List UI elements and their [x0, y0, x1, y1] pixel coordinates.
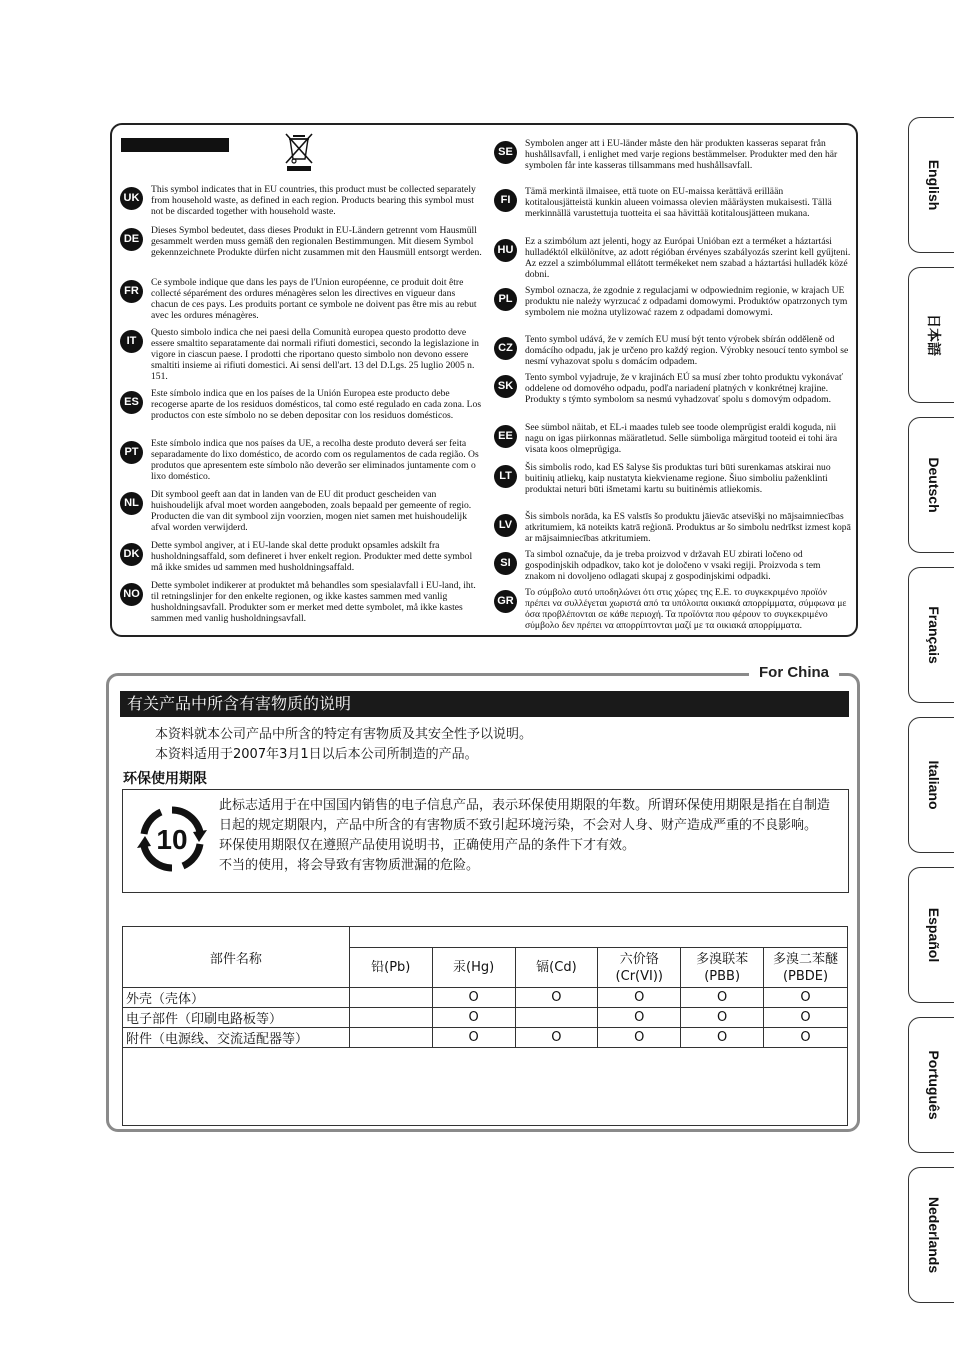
hazardous-substances-table — [122, 926, 848, 1126]
substance-status-cell — [349, 1008, 432, 1028]
language-code-badge: FI — [494, 189, 517, 212]
substance-column-header: 六价铬 (Cr(VI)) — [598, 948, 681, 988]
empty-note-cell — [123, 1048, 848, 1126]
weee-entry-text: Dette symbolet indikerer at produktet må behandles som spesialavfall i EU-land, iht. til retningslinjer for den enkelte regionen, og ikke kastes sammen med vanlig husholdningsavfall. Produkter som er merket med dette symbolet, må ikke kastes sammen med vanlig husholdningsavfall. — [151, 580, 476, 624]
tab-label: Italiano — [925, 760, 942, 810]
weee-entry-text: Tento symbol vyjadruje, že v krajinách EÚ sa musí zber tohto produktu vykonávať oddelene od domového odpadu, podľa nariadení platných v konkrétnej krajine. Produkty s týmto symbolom sa nesmú vyhadzovať spolu s domovým odpadom. — [525, 372, 844, 405]
language-code-badge: SE — [494, 141, 517, 164]
substance-column-header: 多溴二苯醚 (PBDE) — [764, 948, 848, 988]
language-code-badge: PT — [120, 441, 143, 464]
weee-entry-text: Questo simbolo indica che nei paesi della Comunità europea questo prodotto deve essere smaltito separatamente dai normali rifiuti domestici, secondo la legislazione in vigore in ciascun paese. I prodotti che riportano questo simbolo non devono essere smaltiti insieme ai rifiuti domestici. Ai sensi dell'art. 13 del D.Lgs. 25 luglio 2005 n. 151. — [151, 327, 479, 382]
tab-label: Español — [925, 907, 942, 963]
substance-column-header: 铅(Pb) — [349, 948, 432, 988]
weee-entry-text: See sümbol näitab, et EL-i maades tuleb see toode olemprügist eraldi koguda, nii nagu on igas piirkonnas määratletud. Selle sümboliga märgitud tooteid ei tohi ära visata koos olmeprügiga. — [525, 422, 838, 455]
weee-entry-text: Tento symbol udává, že v zemích EU musí být tento výrobek sbírán odděleně od domácího odpadu, jak je určeno pro každý region. Výrobky nesoucí tento symbol se nesmí vyhazovat spolu s domácím odpadem. — [525, 334, 849, 367]
epp-years-number: 10 — [156, 824, 188, 855]
substance-status-cell: O — [598, 988, 681, 1008]
redacted-bar — [121, 138, 229, 152]
weee-entry-text: Šis simbolis rodo, kad ES šalyse šis produktas turi būti surenkamas atskirai nuo buitinių atliekų, kaip nustatyta kiekviename regione. Šiuo simboliu paženklinti produktai neturi būti išmetami kartu su buitinėmis atliekomis. — [525, 462, 831, 495]
language-code-badge: CZ — [494, 337, 517, 360]
weee-entry-text: Ez a szimbólum azt jelenti, hogy az Európai Unióban ezt a terméket a háztartási hulladéktól elkülönítve, az adott régióban érvényes szabályozás szerint kell gyűjteni. Az ezzel a szimbólummal ellátott termékeket nem szabad a háztartási hulladék közé dobni. — [525, 236, 851, 280]
tab-label: 日本語 — [925, 314, 942, 356]
weee-entry-text: Dette symbol angiver, at i EU-lande skal dette produkt opsamles adskilt fra husholdningsaffald, som defineret i hver enkelt region. Produkter med dette symbol må ikke smides ud sammen med husholdningsaffald. — [151, 540, 473, 573]
tab-deutsch[interactable] — [908, 417, 954, 553]
language-code-badge: UK — [120, 187, 143, 210]
epp-box — [122, 789, 849, 893]
epp-paragraph: 环保使用期限仅在遵照产品使用说明书，正确使用产品的条件下才有效。 — [219, 838, 636, 853]
tab-english[interactable] — [908, 117, 954, 253]
for-china-label: For China — [749, 664, 839, 681]
language-code-badge: DE — [120, 228, 143, 251]
language-code-badge: DK — [120, 543, 143, 566]
tab-italiano[interactable] — [908, 717, 954, 853]
substance-column-header: 多溴联苯 (PBB) — [681, 948, 764, 988]
language-code-badge: ES — [120, 391, 143, 414]
substance-status-cell: O — [764, 1008, 848, 1028]
weee-entry-text: Symbolen anger att i EU-länder måste den här produkten kasseras separat från hushållsavfall, i enlighet med varje regions bestämmelser. Produkter med den här symbolen får inte kasseras tillsammans med hushållsavfall. — [525, 138, 838, 171]
weee-entry-text: Dit symbool geeft aan dat in landen van de EU dit product gescheiden van huishoudelijk afval moet worden aangeboden, zoals bepaald per gemeente of regio. Producten die van dit symbool zijn voorzien, mogen niet samen met huishoudelijk afval worden verwijderd. — [151, 489, 472, 533]
substance-column-header: 汞(Hg) — [432, 948, 515, 988]
substance-column-header: 镉(Cd) — [515, 948, 598, 988]
weee-entry-text: Το σύμβολο αυτό υποδηλώνει ότι στις χώρες της Ε.Ε. το συγκεκριμένο προϊόν πρέπει να συλλέγεται χωριστά από τα υπόλοιπα οικιακά απορρίμματα, σύμφωνα με όσα προβλέπονται σε κάθε περιοχή. Τα προϊόντα που φέρουν το συγκεκριμένο σύμβολο δεν πρέπει να απορρίπτονται μαζί με τα οικιακά απορρίμματα. — [525, 587, 847, 631]
tab-francais[interactable] — [908, 567, 954, 703]
part-name-header: 部件名称 — [123, 927, 350, 988]
tab-japanese[interactable] — [908, 267, 954, 403]
weee-entry-text: Este símbolo indica que nos países da UE, a recolha deste produto deverá ser feita separadamente do lixo doméstico, de acordo com os regulamentos de cada região. Os produtos que apresentem este símbolo não deverão ser eliminados juntamente com o lixo doméstico. — [151, 438, 479, 482]
weee-entry-text: This symbol indicates that in EU countries, this product must be collected separately from household waste, as defined in each region. Products bearing this symbol must not be discarded together with household waste. — [151, 184, 476, 217]
substance-status-cell: O — [681, 1028, 764, 1048]
language-code-badge: NL — [120, 492, 143, 515]
intro-text — [155, 725, 532, 765]
table-row — [123, 988, 848, 1008]
china-rohs-box — [106, 664, 860, 1132]
tab-portugues[interactable] — [908, 1017, 954, 1153]
substance-status-cell: O — [598, 1028, 681, 1048]
weee-entry-text: Tämä merkintä ilmaisee, että tuote on EU-maissa kerättävä erillään kotitalousjätteistä kunkin alueen voimassa olevien määräysten mukaisesti. Tällä merkinnällä varustettuja tuotteita ei saa hävittää kotitalousjätteen mukana. — [525, 186, 832, 219]
weee-entry-text: Este símbolo indica que en los países de la Unión Europea este producto debe recogerse aparte de los residuos domésticos, tal como esté regulado en cada zona. Los productos con este símbolo no se deben depositar con los residuos domésticos. — [151, 388, 482, 421]
substance-status-cell: O — [598, 1008, 681, 1028]
tab-label: Português — [925, 1050, 942, 1120]
language-code-badge: LT — [494, 465, 517, 488]
environment-protection-period-icon — [137, 804, 207, 874]
language-code-badge: IT — [120, 330, 143, 353]
part-name-cell: 外壳（壳体） — [123, 988, 350, 1008]
tab-label: English — [925, 159, 942, 211]
part-name-cell: 电子部件（印刷电路板等） — [123, 1008, 350, 1028]
substance-status-cell: O — [681, 1008, 764, 1028]
language-code-badge: PL — [494, 288, 517, 311]
substance-status-cell: O — [432, 1008, 515, 1028]
substance-status-cell: O — [515, 988, 598, 1008]
language-code-badge: LV — [494, 514, 517, 537]
epp-paragraph: 不当的使用，将会导致有害物质泄漏的危险。 — [219, 858, 480, 873]
weee-entry-text: Šis simbols norāda, ka ES valstīs šo produktu jāievāc atsevišķi no mājsaimniecības atkritumiem, kā noteikts katrā reģionā. Produktus ar šo simbolu nedrīkst izmest kopā ar mājsaimniecības atkritumiem. — [525, 511, 851, 544]
table-row — [123, 1008, 848, 1028]
section-title: 有关产品中所含有害物质的说明 — [120, 691, 849, 717]
intro-line: 本资料适用于2007年3月1日以后本公司所制造的产品。 — [155, 747, 478, 762]
tab-label: Deutsch — [925, 457, 942, 513]
weee-notice-box — [110, 123, 858, 637]
substance-status-cell: O — [432, 1028, 515, 1048]
weee-entry-text: Dieses Symbol bedeutet, dass dieses Produkt in EU-Ländern getrennt vom Hausmüll gesammelt werden muss gemäß den regionalen Bestimmungen. Mit diesem Symbol gekennzeichnete Produkte dürfen nicht zusammen mit den Hausmüll entsorgt werden. — [151, 225, 482, 258]
epp-paragraph: 此标志适用于在中国国内销售的电子信息产品，表示环保使用期限的年数。所谓环保使用期限是指在自制造日起的规定期限内，产品中所含的有害物质不致引起环境污染，不会对人身、财产造成严重的不良影响。 — [219, 798, 831, 833]
language-code-badge: HU — [494, 239, 517, 262]
weee-entry-text: Ce symbole indique que dans les pays de l'Union européenne, ce produit doit être collecté séparément des ordures ménagères selon les directives en vigueur dans chacun de ces pays. Les produits portant ce symbole ne doivent pas être mis au rebut avec les ordures ménagères. — [151, 277, 477, 321]
substance-status-cell: O — [515, 1028, 598, 1048]
language-code-badge: SI — [494, 552, 517, 575]
language-code-badge: NO — [120, 583, 143, 606]
weee-entry-text: Ta simbol označuje, da je treba proizvod v državah EU zbirati ločeno od gospodinjskih odpadkov, tako kot je določeno v vsaki regiji. Proizvoda s tem znakom ni dovoljeno odlagati skupaj z gospodinjskimi odpadki. — [525, 549, 821, 582]
weee-entry-text: Symbol oznacza, że zgodnie z regulacjami w odpowiednim regionie, w krajach UE produktu nie należy wyrzucać z odpadami domowymi. Produktów opatrzonych tym symbolem nie można utylizować razem z odpadami domowymi. — [525, 285, 848, 318]
epp-description — [219, 796, 840, 876]
substance-status-cell: O — [764, 988, 848, 1008]
substance-status-cell: O — [764, 1028, 848, 1048]
language-code-badge: GR — [494, 590, 517, 613]
tab-label: Français — [925, 606, 942, 664]
substance-status-cell — [515, 1008, 598, 1028]
substance-status-cell: O — [432, 988, 515, 1008]
intro-line: 本资料就本公司产品中所含的特定有害物质及其安全性予以说明。 — [155, 727, 533, 742]
tab-label: Nederlands — [925, 1196, 942, 1274]
language-code-badge: SK — [494, 375, 517, 398]
table-row — [123, 1028, 848, 1048]
language-code-badge: EE — [494, 425, 517, 448]
substance-status-cell — [349, 1028, 432, 1048]
substance-status-cell: O — [681, 988, 764, 1008]
crossed-out-wheelie-bin-icon — [284, 132, 314, 172]
substance-status-cell — [349, 988, 432, 1008]
substance-group-header — [349, 927, 847, 948]
tab-nederlands[interactable] — [908, 1167, 954, 1303]
subheading: 环保使用期限 — [123, 771, 207, 787]
language-code-badge: FR — [120, 280, 143, 303]
part-name-cell: 附件（电源线、交流适配器等） — [123, 1028, 350, 1048]
tab-espanol[interactable] — [908, 867, 954, 1003]
